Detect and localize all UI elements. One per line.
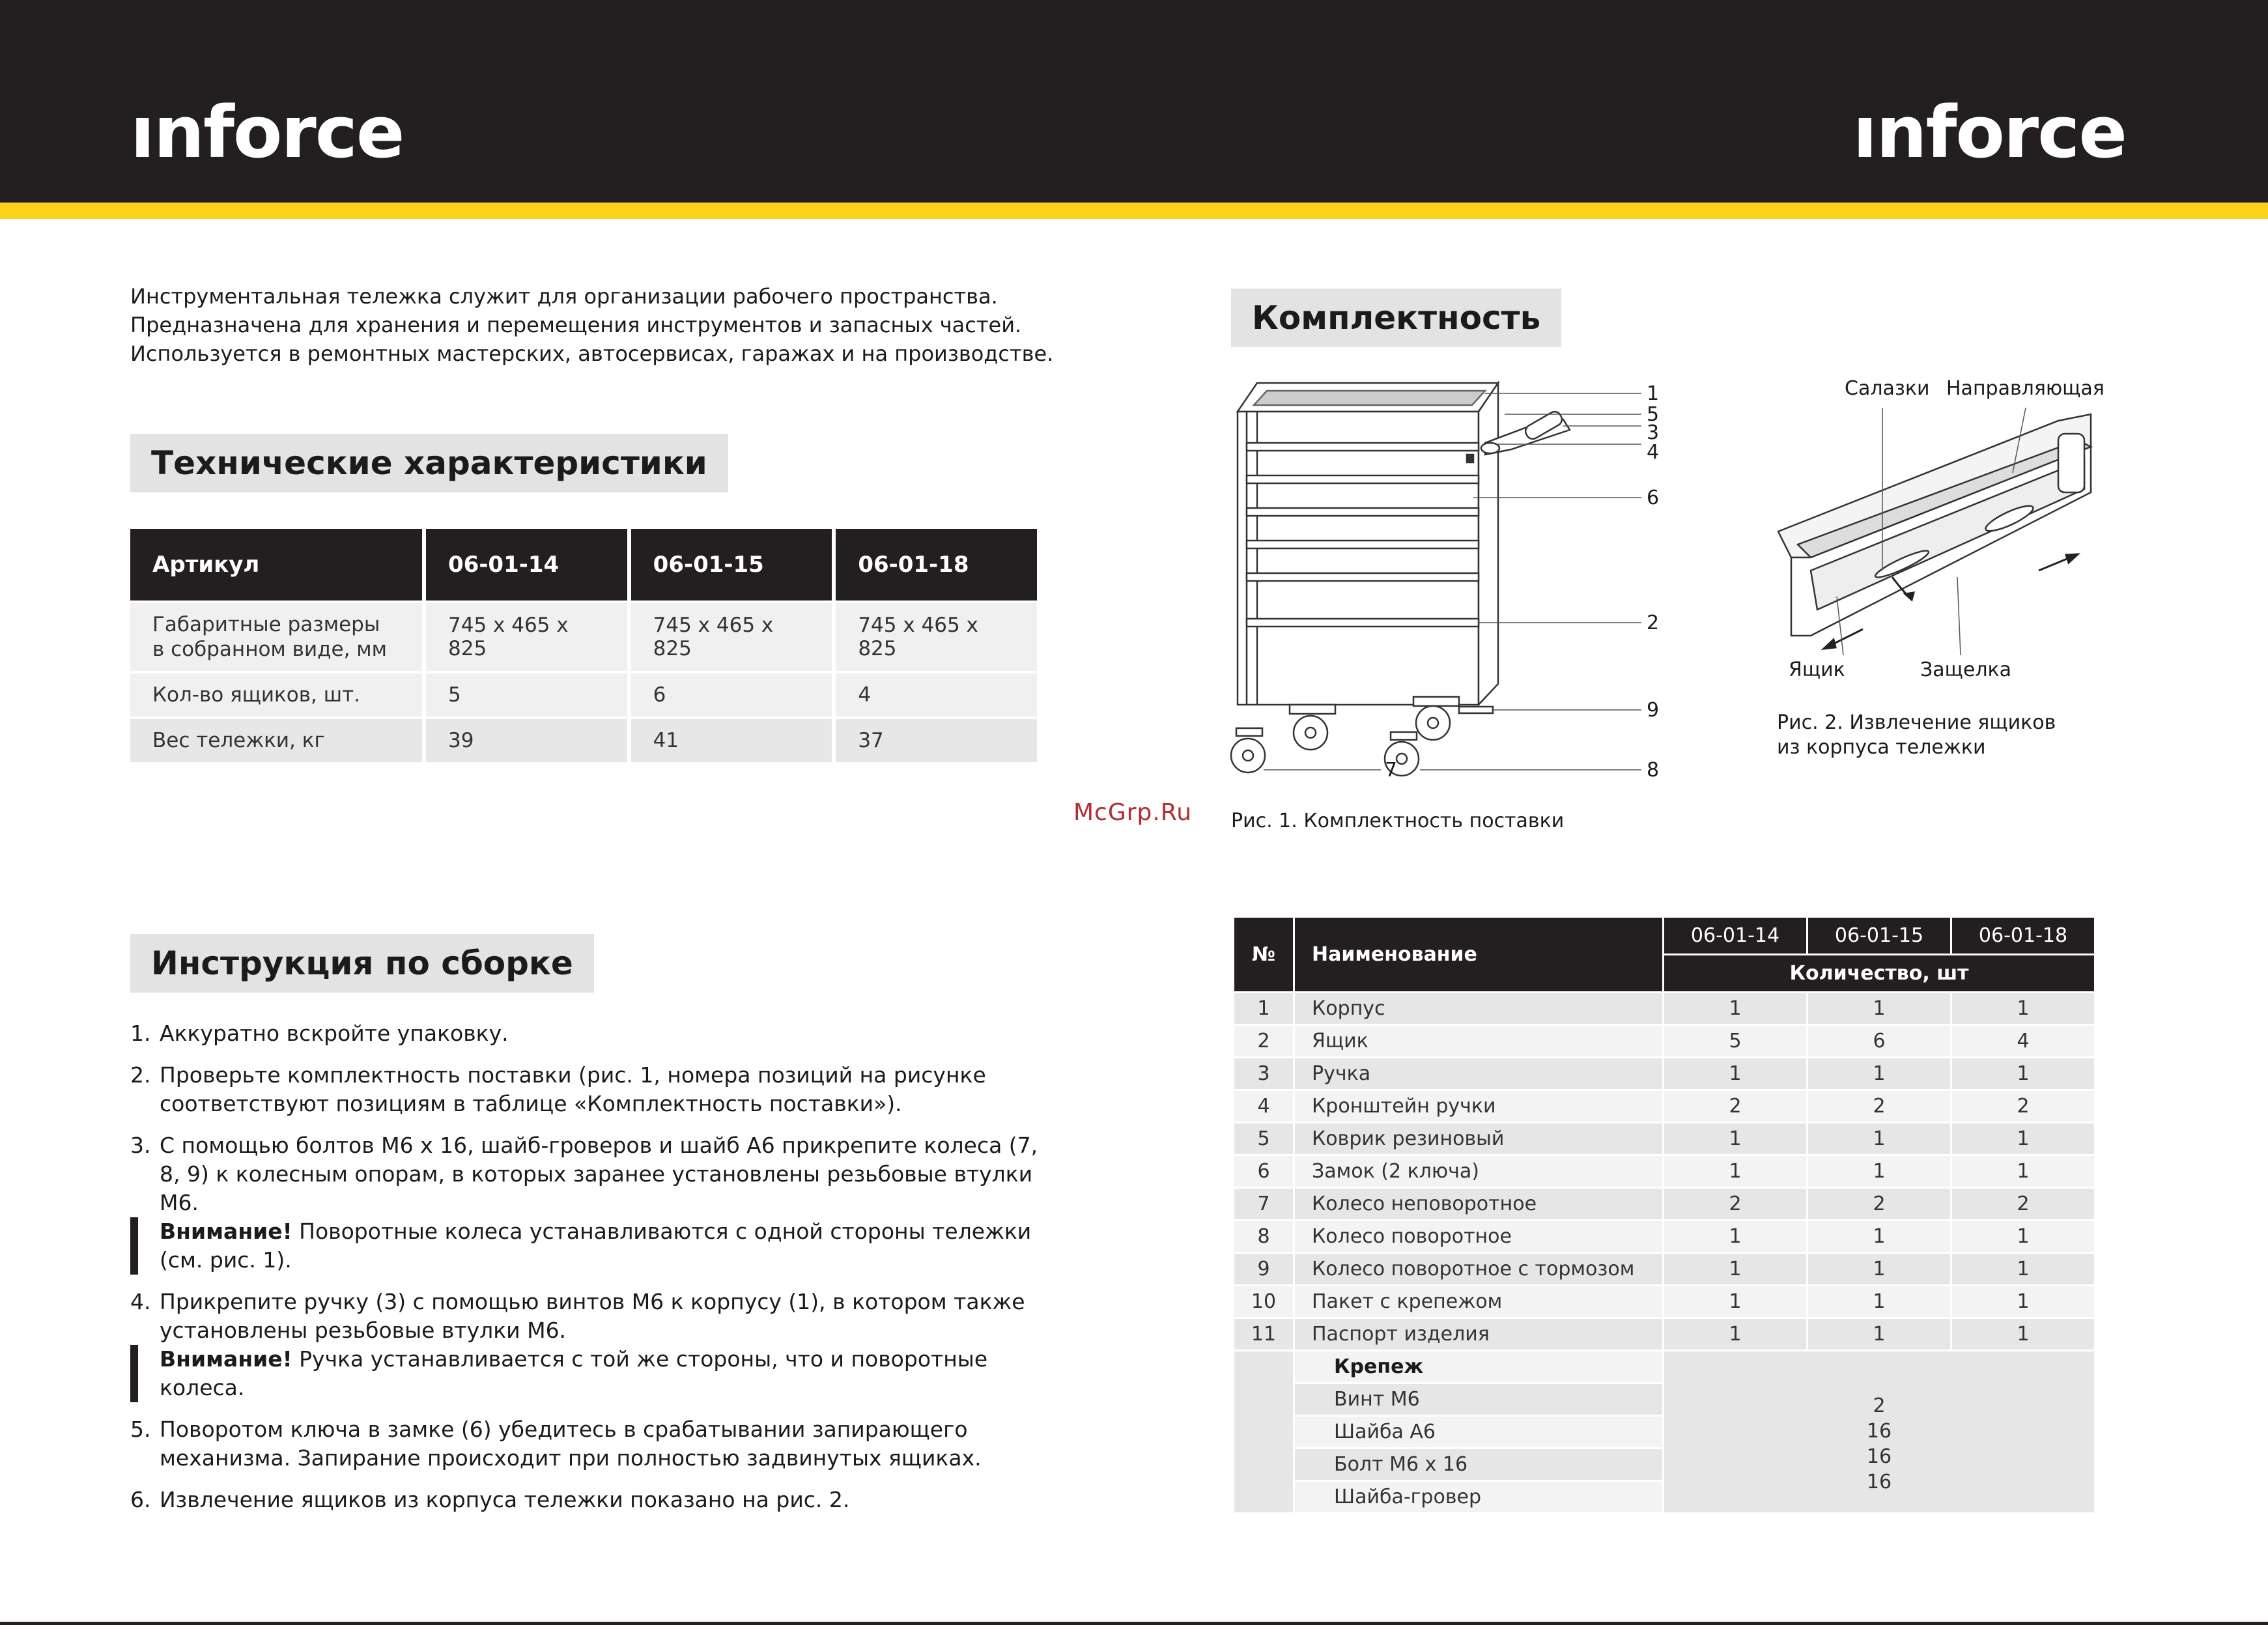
row-name: Колесо поворотное с тормозом (1294, 1253, 1664, 1286)
row-name: Кронштейн ручки (1294, 1090, 1664, 1123)
qty: 16 (1866, 1445, 1892, 1468)
col-article: 06-01-18 (1951, 917, 2095, 955)
table-row (1234, 1155, 2095, 1188)
col-article: 06-01-15 (1807, 917, 1951, 955)
row-name: Колесо неповоротное (1294, 1188, 1664, 1221)
label-guide: Направляющая (1946, 377, 2105, 400)
rail-icon (1778, 414, 2091, 636)
qty-header: Количество, шт (1664, 955, 2095, 993)
step-number: 6. (130, 1487, 151, 1512)
qty: 1 (1807, 1253, 1951, 1286)
row-number: 8 (1234, 1221, 1294, 1253)
qty: 2 (1664, 1090, 1807, 1123)
table-row (1234, 1221, 2095, 1253)
completeness-table (1232, 916, 2096, 1514)
callout-label: 7 (1385, 759, 1398, 782)
step-number: 4. (130, 1289, 151, 1314)
row-number: 6 (1234, 1155, 1294, 1188)
row-number: 10 (1234, 1286, 1294, 1318)
cart-diagram (1225, 371, 1680, 801)
caption-line: из корпуса тележки (1777, 736, 1986, 759)
table-row (130, 672, 1037, 718)
warning-label: Внимание! (160, 1346, 292, 1372)
step-number: 3. (130, 1133, 151, 1158)
table-row (1234, 1188, 2095, 1221)
qty: 1 (1807, 1318, 1951, 1351)
cell-value: 4 (834, 672, 1037, 718)
header-accent-stripe (0, 203, 2268, 219)
assembly-heading: Инструкция по сборке (130, 934, 594, 993)
table-row (1234, 1058, 2095, 1090)
qty: 1 (1664, 1253, 1807, 1286)
row-label (130, 602, 424, 672)
warning-label: Внимание! (160, 1219, 292, 1244)
list-item (130, 1131, 1055, 1275)
callout-label: 9 (1647, 699, 1660, 722)
cell-value: 745 x 465 x 825 (834, 602, 1037, 672)
col-article: 06-01-14 (1664, 917, 1807, 955)
step-text: Извлечение ящиков из корпуса тележки показано на рис. 2. (160, 1487, 850, 1512)
fasteners-label: Крепеж (1294, 1351, 1664, 1383)
cell-value: 745 x 465 x 825 (424, 602, 629, 672)
cell-value: 37 (834, 718, 1037, 762)
tech-col-header: 06-01-18 (834, 529, 1037, 602)
qty: 1 (1951, 1221, 2095, 1253)
list-item (130, 1415, 1055, 1473)
row-number: 11 (1234, 1318, 1294, 1351)
qty: 1 (1951, 1253, 2095, 1286)
comp-header-row (1234, 917, 2095, 955)
fastener-name: Шайба А6 (1294, 1416, 1664, 1448)
row-number: 7 (1234, 1188, 1294, 1221)
tech-table (130, 529, 1037, 762)
bottom-rule (0, 1622, 2268, 1625)
table-row (1234, 1123, 2095, 1155)
qty: 1 (1807, 1123, 1951, 1155)
intro-line: Предназначена для хранения и перемещения инструментов и запасных частей. (130, 313, 1022, 337)
row-number: 5 (1234, 1123, 1294, 1155)
qty: 1 (1664, 1221, 1807, 1253)
step-number: 1. (130, 1021, 151, 1046)
step-text: Аккуратно вскройте упаковку. (160, 1021, 509, 1046)
callout-label: 8 (1647, 759, 1660, 782)
qty: 1 (1951, 993, 2095, 1025)
qty: 2 (1807, 1188, 1951, 1221)
callout-label: 6 (1647, 487, 1660, 509)
qty: 2 (1873, 1394, 1886, 1417)
step-number: 2. (130, 1062, 151, 1088)
rubber-mat (1254, 391, 1485, 405)
warning-text: Ручка устанавливается с той же стороны, что и поворотные колеса. (160, 1346, 988, 1400)
table-row (130, 718, 1037, 762)
kit-heading: Комплектность (1231, 289, 1561, 347)
row-number: 1 (1234, 993, 1294, 1025)
row-name: Замок (2 ключа) (1294, 1155, 1664, 1188)
callout-label: 4 (1647, 441, 1660, 464)
brand-logo-left: ınforce (130, 91, 404, 174)
brand-logo-right: ınforce (1852, 91, 2126, 174)
table-row (1234, 1253, 2095, 1286)
assembly-steps (130, 1019, 1055, 1527)
cell-value: 6 (629, 672, 834, 718)
qty: 1 (1664, 1155, 1807, 1188)
row-name: Ручка (1294, 1058, 1664, 1090)
cell-value: 39 (424, 718, 629, 762)
list-item (130, 1061, 1055, 1118)
qty: 1 (1664, 1286, 1807, 1318)
step-number: 5. (130, 1417, 151, 1442)
cell-value: 5 (424, 672, 629, 718)
qty: 1 (1807, 1286, 1951, 1318)
fastener-name: Болт М6 x 16 (1294, 1448, 1664, 1481)
qty: 1 (1951, 1318, 2095, 1351)
qty: 4 (1951, 1025, 2095, 1058)
tech-col-header: 06-01-14 (424, 529, 629, 602)
fastener-name: Винт М6 (1294, 1383, 1664, 1416)
warning-text: Поворотные колеса устанавливаются с одной стороны тележки (см. рис. 1). (160, 1219, 1032, 1273)
qty: 1 (1664, 1318, 1807, 1351)
list-item (130, 1019, 1055, 1048)
cart-body (1238, 412, 1479, 705)
qty: 16 (1866, 1471, 1892, 1493)
wheel-icons (1231, 697, 1493, 776)
tech-col-article: Артикул (130, 529, 424, 602)
tech-col-header: 06-01-15 (629, 529, 834, 602)
qty: 1 (1951, 1058, 2095, 1090)
row-label-line: в собранном виде, мм (152, 638, 388, 661)
row-label-line: Габаритные размеры (152, 613, 380, 636)
warning-note (130, 1345, 1055, 1402)
warning-note (130, 1217, 1055, 1275)
table-row (1234, 993, 2095, 1025)
row-name: Колесо поворотное (1294, 1221, 1664, 1253)
qty: 1 (1664, 1058, 1807, 1090)
row-number: 9 (1234, 1253, 1294, 1286)
table-row (1234, 1025, 2095, 1058)
qty: 1 (1807, 1155, 1951, 1188)
caption-line: Рис. 2. Извлечение ящиков (1777, 711, 2056, 734)
qty: 1 (1664, 1123, 1807, 1155)
list-item (130, 1288, 1055, 1402)
qty: 1 (1951, 1155, 2095, 1188)
callout-label: 5 (1647, 403, 1660, 426)
table-row (1234, 1090, 2095, 1123)
qty: 2 (1807, 1090, 1951, 1123)
lock-icon (1467, 455, 1473, 462)
qty: 1 (1951, 1286, 2095, 1318)
qty: 1 (1807, 1058, 1951, 1090)
qty: 1 (1807, 1221, 1951, 1253)
drawer-slide-diagram (1772, 375, 2110, 681)
intro-text (130, 282, 1107, 368)
row-label: Вес тележки, кг (130, 718, 424, 762)
fig1-caption: Рис. 1. Комплектность поставки (1231, 810, 1565, 832)
row-name: Паспорт изделия (1294, 1318, 1664, 1351)
tech-header-row (130, 529, 1037, 602)
fig2-caption (1777, 711, 2056, 760)
fasteners-header-row (1234, 1351, 2095, 1383)
intro-line: Инструментальная тележка служит для организации рабочего пространства. (130, 284, 998, 309)
callout-label: 2 (1647, 612, 1660, 634)
qty: 1 (1951, 1123, 2095, 1155)
qty: 2 (1951, 1188, 2095, 1221)
table-row (1234, 1318, 2095, 1351)
row-name: Пакет с крепежом (1294, 1286, 1664, 1318)
cell-value: 745 x 465 x 825 (629, 602, 834, 672)
step-text: Проверьте комплектность поставки (рис. 1, номера позиций на рисунке соответствуют позициям в таблице «Комплектность поставки»). (160, 1062, 986, 1116)
label-slide: Салазки (1845, 377, 1930, 400)
intro-line: Используется в ремонтных мастерских, автосервисах, гаражах и на производстве. (130, 341, 1054, 366)
col-name: Наименование (1294, 917, 1664, 993)
step-text: Поворотом ключа в замке (6) убедитесь в срабатывании запирающего механизма. Запирание происходит при полностью задвинутых ящиках. (160, 1417, 982, 1471)
table-row (130, 602, 1037, 672)
callout-label: 1 (1647, 382, 1660, 405)
row-name: Коврик резиновый (1294, 1123, 1664, 1155)
fastener-quantities (1664, 1351, 2095, 1514)
row-number: 2 (1234, 1025, 1294, 1058)
qty: 5 (1664, 1025, 1807, 1058)
row-label: Кол-во ящиков, шт. (130, 672, 424, 718)
qty: 2 (1664, 1188, 1807, 1221)
callout-label: 3 (1647, 421, 1660, 444)
qty: 6 (1807, 1025, 1951, 1058)
step-text: С помощью болтов М6 x 16, шайб-гроверов и шайб А6 прикрепите колеса (7, 8, 9) к колесным опорам, в которых заранее установлены резьбовые втулки М6. (160, 1133, 1038, 1215)
qty: 1 (1807, 993, 1951, 1025)
qty: 1 (1664, 993, 1807, 1025)
label-drawer: Ящик (1789, 658, 1845, 681)
table-row (1234, 1286, 2095, 1318)
watermark: McGrp.Ru (1073, 799, 1193, 826)
qty: 16 (1866, 1420, 1892, 1443)
list-item (130, 1486, 1055, 1514)
row-name: Ящик (1294, 1025, 1664, 1058)
qty: 2 (1951, 1090, 2095, 1123)
row-number: 4 (1234, 1090, 1294, 1123)
label-latch: Защелка (1920, 658, 2012, 681)
step-text: Прикрепите ручку (3) с помощью винтов М6 к корпусу (1), в котором также установлены резьбовые втулки М6. (160, 1289, 1025, 1343)
tech-heading: Технические характеристики (130, 434, 728, 492)
col-number: № (1234, 917, 1294, 993)
row-number: 3 (1234, 1058, 1294, 1090)
row-name: Корпус (1294, 993, 1664, 1025)
fastener-name: Шайба-гровер (1294, 1481, 1664, 1514)
cell-value: 41 (629, 718, 834, 762)
